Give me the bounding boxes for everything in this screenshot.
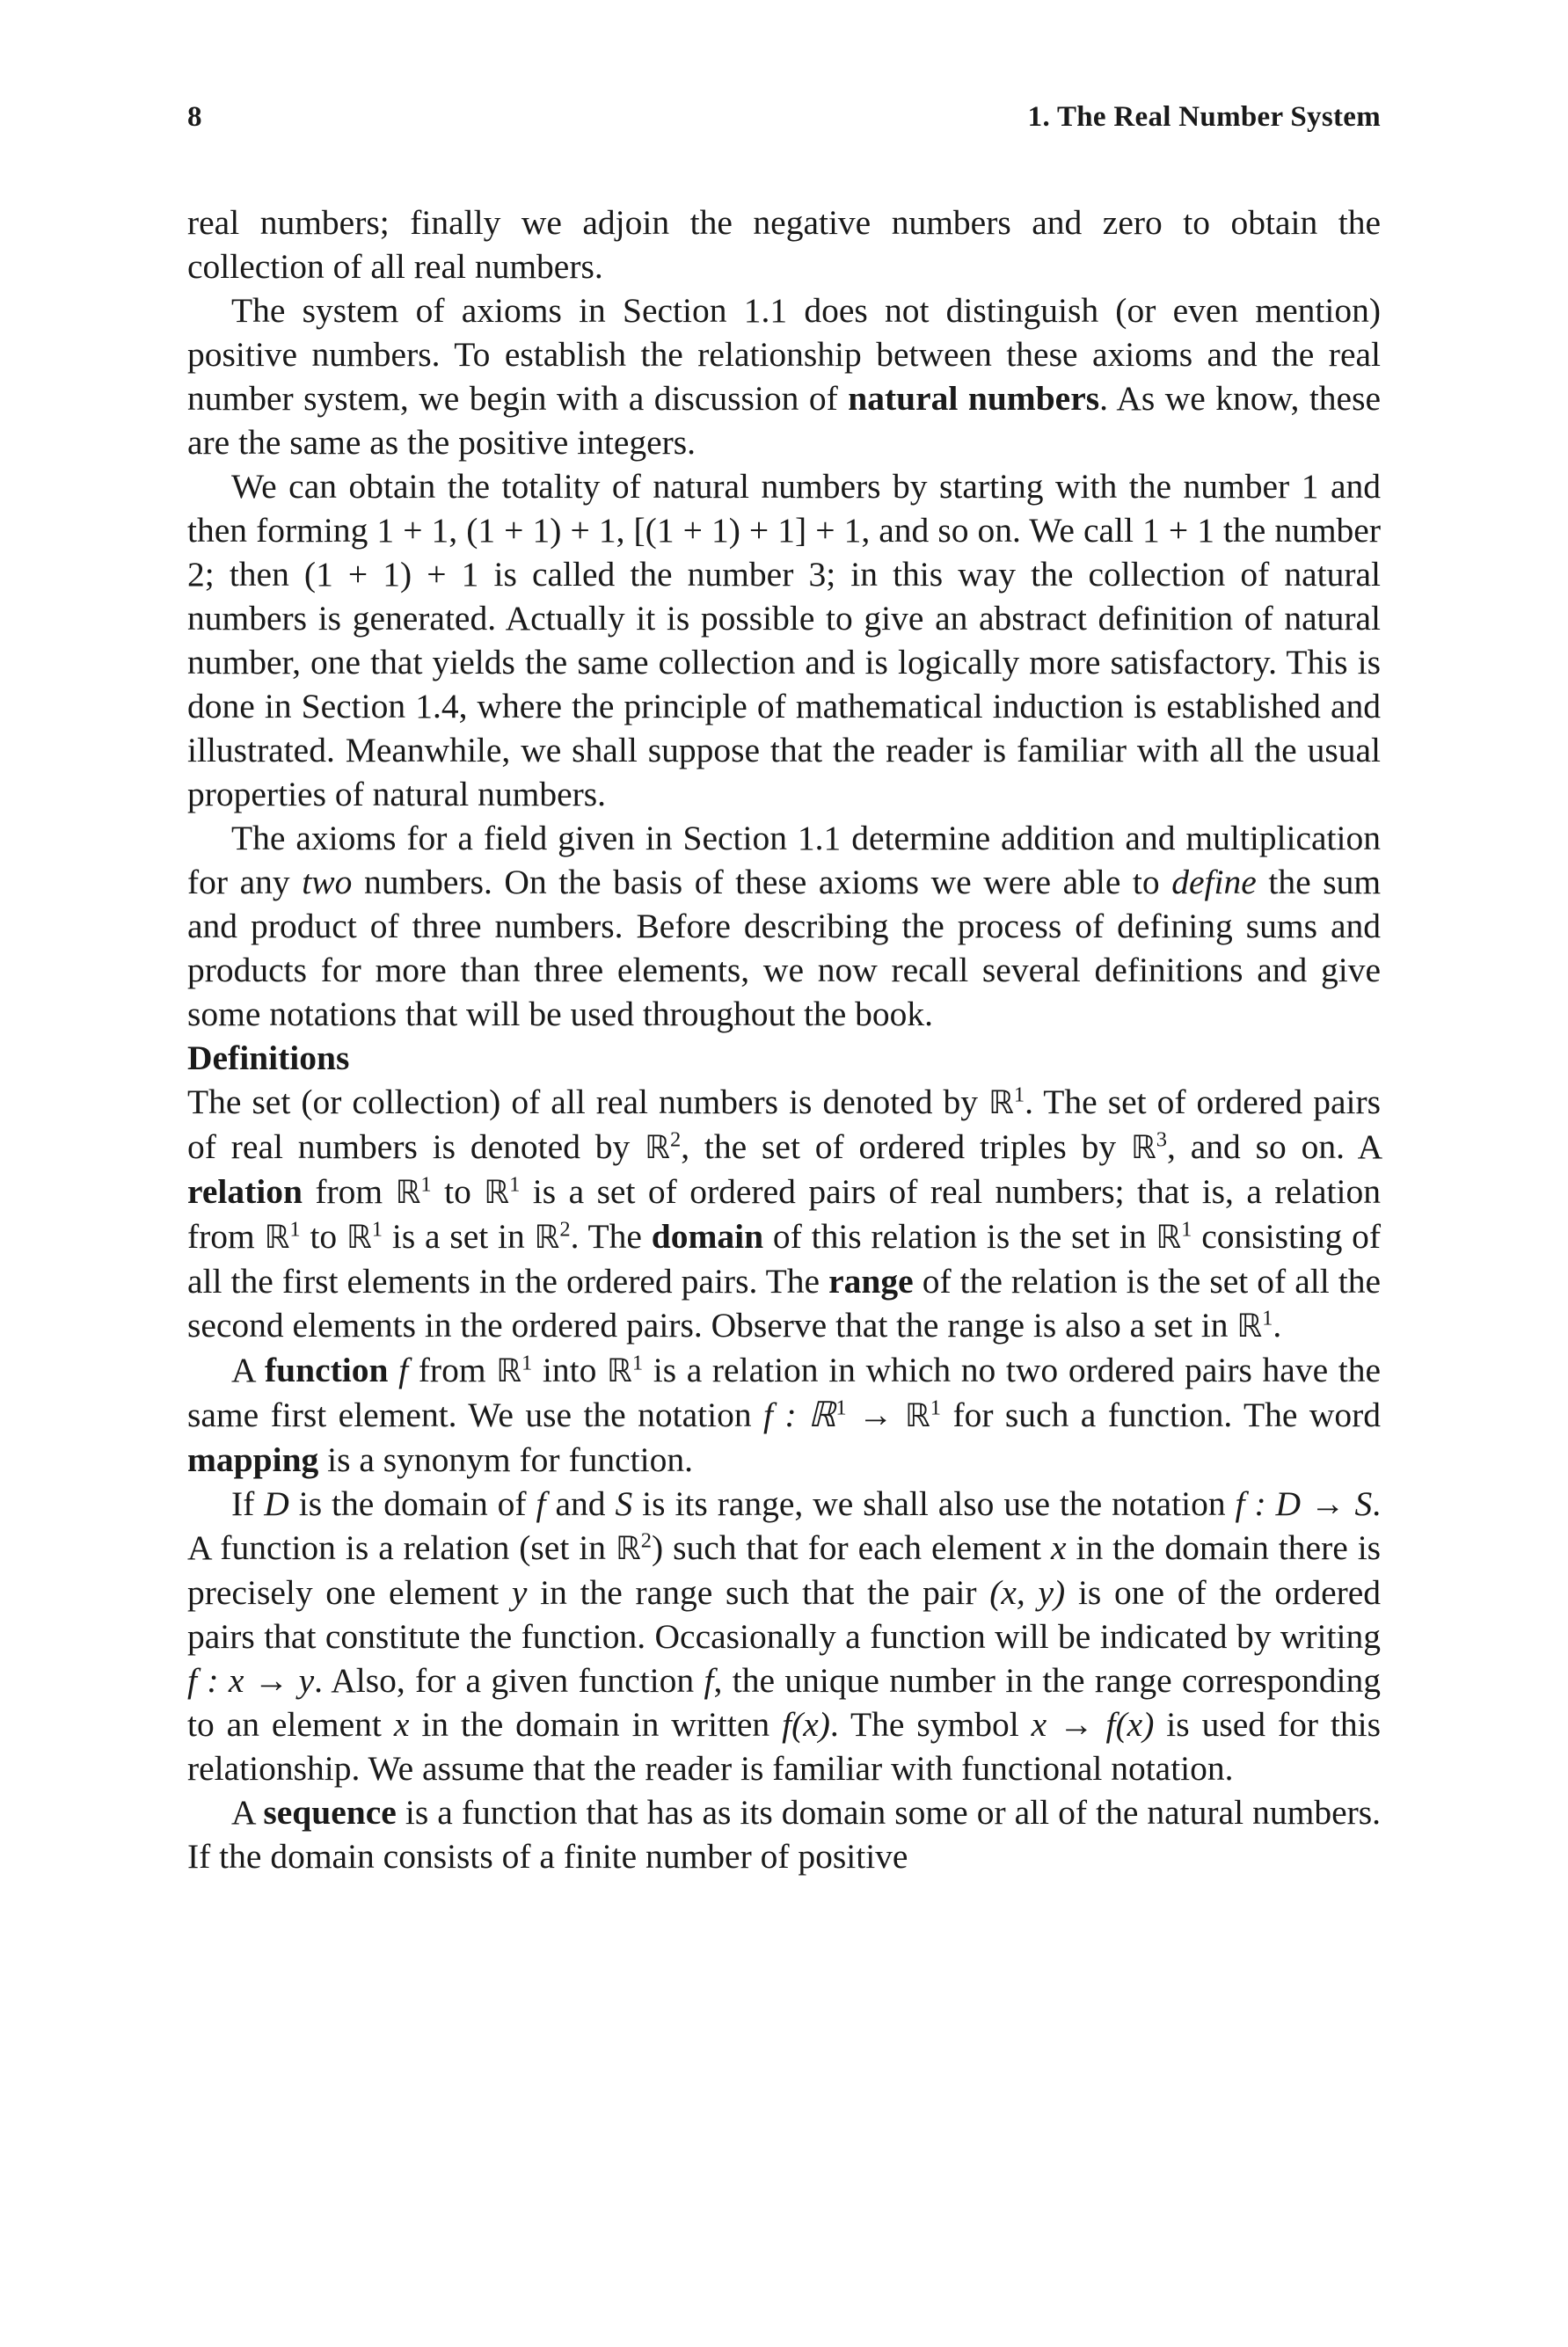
term-domain: domain [651, 1217, 764, 1256]
definition-sequence: A sequence is a function that has as its domain some or all of the natural numbers. If the domain consists of a finite number of positive [187, 1793, 1382, 1876]
running-header [187, 101, 1381, 145]
paragraph-3: We can obtain the totality of natural numbers by starting with the number 1 and then forming 1 + 1, (1 + 1) + 1, [(1 + 1) + 1] + 1, and so on. We call 1 + 1 the number 2; then (1 + 1) + 1 is called the number 3; in this way the collection of natural numbers is generated. Actually it is possible to give an abstract definition of natural number, one that yields the same collection and is logically more satisfactory. This is done in Section 1.4, where the principle of mathematical induction is established and illustrated. Meanwhile, we shall suppose that the reader is familiar with all the usual properties of natural numbers. [187, 467, 1381, 813]
term-range: range [828, 1262, 914, 1301]
page-number: 8 [187, 101, 202, 133]
term-relation: relation [187, 1172, 303, 1211]
definition-notation: If D is the domain of f and S is its range, we shall also use the notation f : D → S. A function is a relation (set in ℝ$^2$) such that for each element x in the domain there is precisely one element y in the range such that the pair (x, y) is one of the ordered pairs that constitute the function. Occasionally a function will be indicated by writing f : x → y. Also, for a given function f, the unique number in the range corresponding to an element x in the domain in written f(x). The symbol x → f(x) is used for this relationship. We assume that the reader is familiar with functional notation. [187, 1484, 1382, 1788]
term-sequence: sequence [263, 1793, 397, 1832]
paragraph-1: real numbers; finally we adjoin the negative numbers and zero to obtain the collection of all real numbers. [187, 203, 1381, 286]
term-function: function [265, 1351, 389, 1389]
section-heading-definitions: Definitions [187, 1039, 350, 1077]
term-natural-numbers: natural numbers [848, 379, 1100, 418]
paragraph-4: The axioms for a field given in Section 1.1 determine addition and multiplication for any two numbers. On the basis of these axioms we were able to define the sum and product of three numbers. Before describing the process of defining sums and products for more than three elements, we now recall several definitions and give some notations that will be used throughout the book. [187, 819, 1382, 1033]
chapter-title: 1. The Real Number System [1027, 101, 1381, 133]
body-text [187, 200, 1381, 1878]
paragraph-2: The system of axioms in Section 1.1 does not distinguish (or even mention) positive numbers. To establish the relationship between these axioms and the real number system, we begin with a discussion of natural numbers. As we know, these are the same as the positive integers. [187, 291, 1381, 462]
definition-function: A function f from ℝ$^1$ into ℝ$^1$ is a relation in which no two ordered pairs have the same first element. We use the notation f : ℝ$^1$ → ℝ$^1$ for such a function. The word mapping is a synonym for function. [187, 1351, 1382, 1479]
definition-relation: The set (or collection) of all real numbers is denoted by ℝ$^1$. The set of ordered pairs of real numbers is denoted by ℝ$^2$, the set of ordered triples by ℝ$^3$, and so on. A relation from ℝ$^1$ to ℝ$^1$ is a set of ordered pairs of real numbers; that is, a relation from ℝ$^1$ to ℝ$^1$ is a set in ℝ$^2$. The domain of this relation is the set in ℝ$^1$ consisting of all the first elements in the ordered pairs. The range of the relation is the set of all the second elements in the ordered pairs. Observe that the range is also a set in ℝ$^1$. [187, 1082, 1382, 1345]
term-mapping: mapping [187, 1440, 319, 1479]
